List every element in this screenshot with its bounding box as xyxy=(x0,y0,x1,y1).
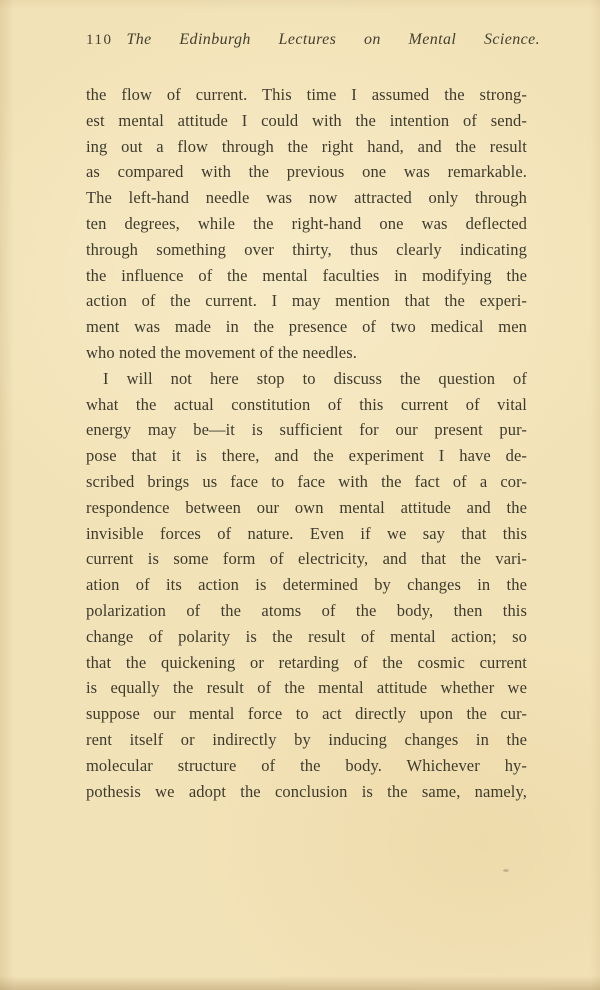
text-line: I will not here stop to discuss the question of xyxy=(103,368,527,388)
text-line: action of the current. I may mention that the experi- xyxy=(86,291,527,311)
text-line: what the actual constitution of this current of vital xyxy=(86,394,527,414)
text-line: est mental attitude I could with the intention of send- xyxy=(86,110,527,130)
text-line: ing out a flow through the right hand, and the result xyxy=(86,136,527,156)
text-line: the flow of current. This time I assumed the strong- xyxy=(86,85,527,104)
page-number: 110 xyxy=(86,32,113,48)
text-line: ation of its action is determined by changes in the xyxy=(86,575,527,595)
text-line: energy may be—it is sufficient for our present pur- xyxy=(86,420,527,440)
text-line: rent itself or indirectly by inducing changes in the xyxy=(86,729,527,749)
text-line: pothesis we adopt the conclusion is the same, namely, xyxy=(86,781,527,801)
text-line: ten degrees, while the right-hand one was deflected xyxy=(86,213,527,233)
running-header xyxy=(86,31,540,49)
text-line: ment was made in the presence of two medical men xyxy=(86,317,527,337)
text-line: through something over thirty, thus clearly indicating xyxy=(86,239,527,259)
text-line: as compared with the previous one was remarkable. xyxy=(86,162,527,182)
text-line: change of polarity is the result of mental action; so xyxy=(86,626,527,646)
text-line: polarization of the atoms of the body, then this xyxy=(86,600,527,620)
text-line: is equally the result of the mental attitude whether we xyxy=(86,678,527,698)
text-line: that the quickening or retarding of the cosmic current xyxy=(86,652,527,672)
text-line: The left-hand needle was now attracted only through xyxy=(86,188,527,208)
paper-speck xyxy=(503,869,509,872)
text-line: invisible forces of nature. Even if we say that this xyxy=(86,523,527,543)
text-line: suppose our mental force to act directly upon the cur- xyxy=(86,704,527,724)
page-body xyxy=(86,82,527,804)
text-line: the influence of the mental faculties in modifying the xyxy=(86,265,527,285)
text-line: current is some form of electricity, and that the vari- xyxy=(86,549,527,569)
text-line: who noted the movement of the needles. xyxy=(86,342,357,362)
text-line: scribed brings us face to face with the fact of a cor- xyxy=(86,471,527,491)
text-line: respondence between our own mental attitude and the xyxy=(86,497,527,517)
running-title: The Edinburgh Lectures on Mental Science. xyxy=(126,31,540,48)
text-line: molecular structure of the body. Whichever hy- xyxy=(86,755,527,775)
text-line: pose that it is there, and the experiment I have de- xyxy=(86,446,527,466)
